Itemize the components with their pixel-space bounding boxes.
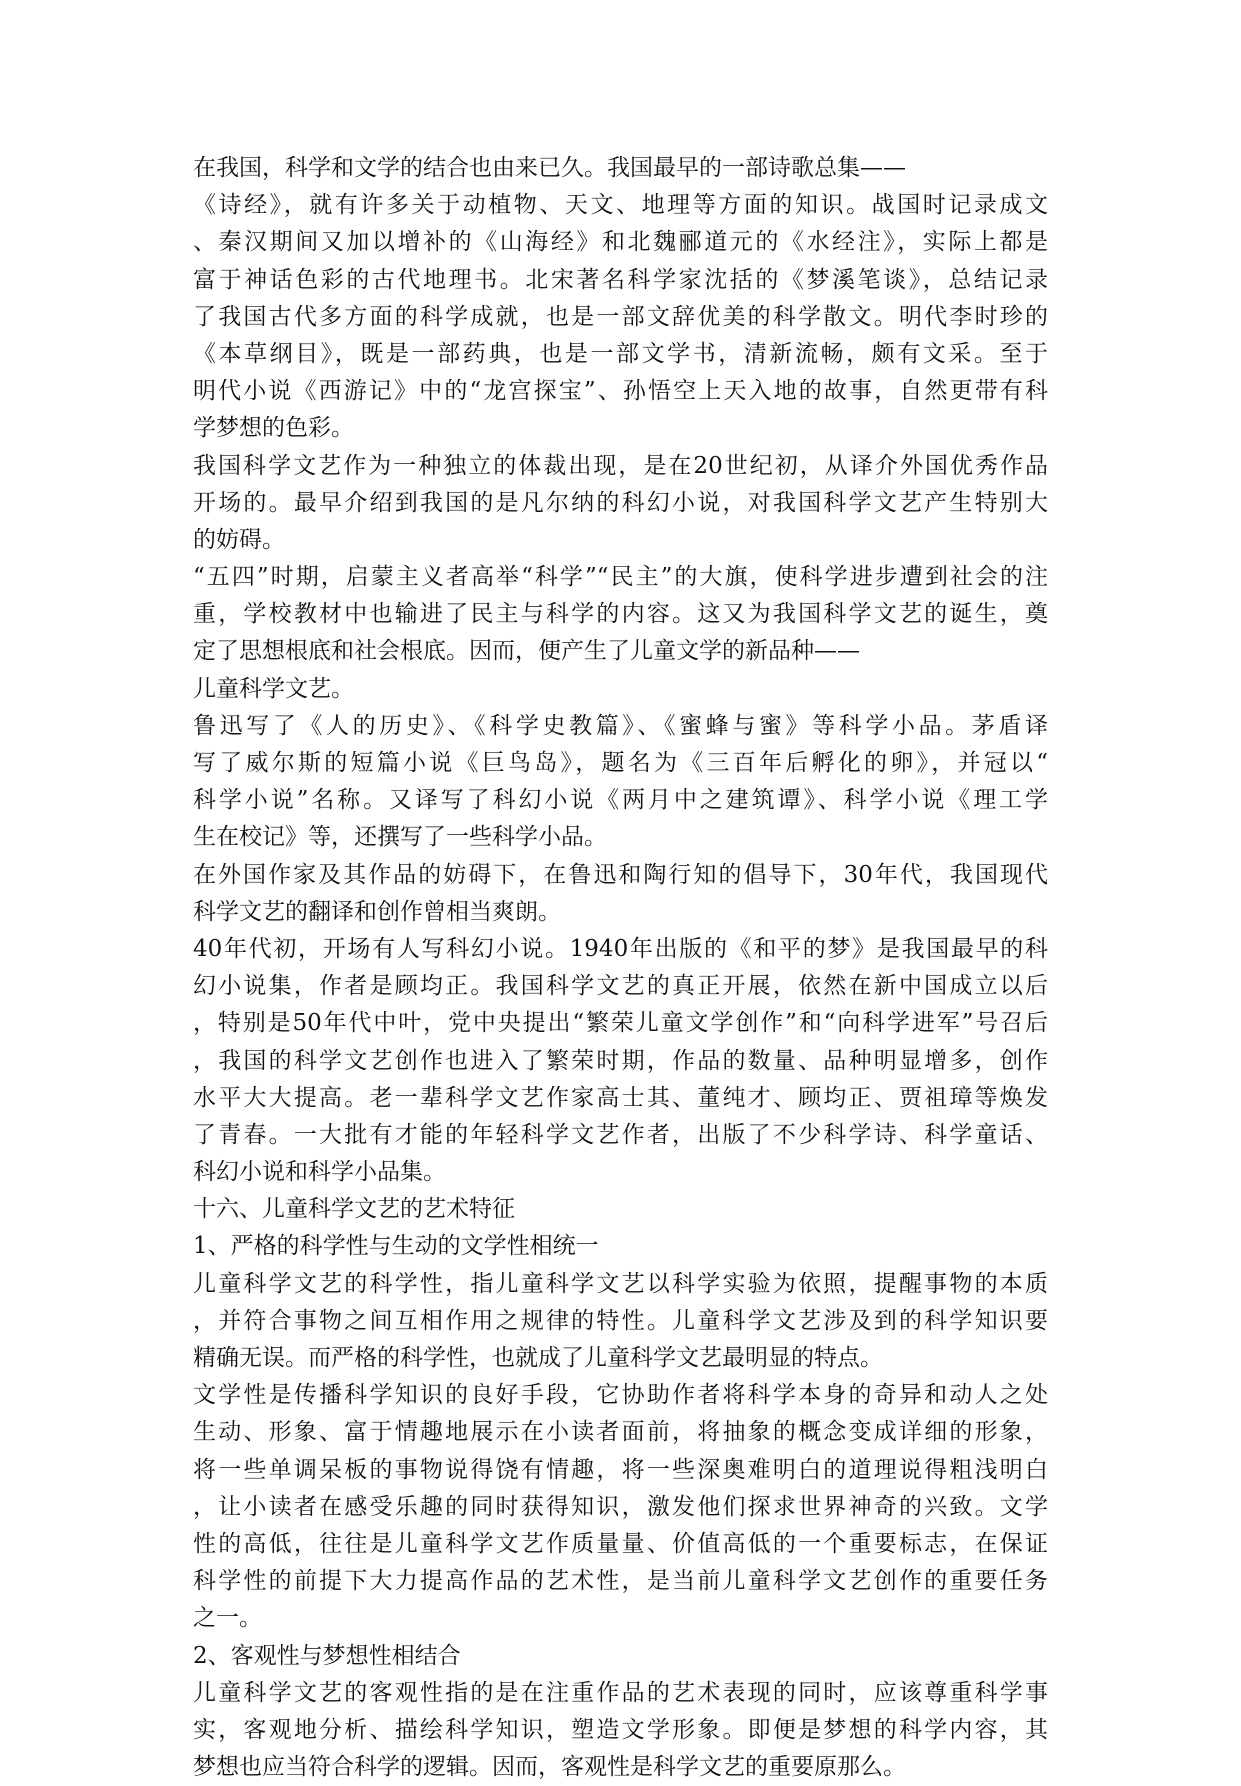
document-body	[193, 150, 1048, 1786]
text-line: 我国科学文艺作为一种独立的体裁出现，是在20世纪初，从译介外国优秀作品	[193, 452, 1048, 479]
text-line: ，我国的科学文艺创作也进入了繁荣时期，作品的数量、品种明显增多，创作	[193, 1047, 1048, 1074]
text-line: 在外国作家及其作品的妨碍下，在鲁迅和陶行知的倡导下，30年代，我国现代	[193, 861, 1048, 888]
text-line: 在我国，科学和文学的结合也由来已久。我国最早的一部诗歌总集——	[193, 155, 906, 181]
text-line: 、秦汉期间又加以增补的《山海经》和北魏郦道元的《水经注》，实际上都是	[193, 229, 1048, 256]
text-line: 1、严格的科学性与生动的文学性相统一	[193, 1233, 599, 1260]
text-line: 幻小说集，作者是顾均正。我国科学文艺的真正开展，依然在新中国成立以后	[193, 973, 1048, 1000]
text-line: 了我国古代多方面的科学成就，也是一部文辞优美的科学散文。明代李时珍的	[193, 303, 1048, 330]
text-line: ，并符合事物之间互相作用之规律的特性。儿童科学文艺涉及到的科学知识要	[193, 1307, 1048, 1334]
text-line: 明代小说《西游记》中的“龙宫探宝”、孙悟空上天入地的故事，自然更带有科	[193, 378, 1048, 405]
text-line: 《诗经》，就有许多关于动植物、天文、地理等方面的知识。战国时记录成文	[193, 192, 1048, 219]
text-line: 40年代初，开场有人写科幻小说。1940年出版的《和平的梦》是我国最早的科	[193, 935, 1048, 962]
text-line: 实，客观地分析、描绘科学知识，塑造文学形象。即便是梦想的科学内容，其	[193, 1716, 1048, 1743]
text-line: 开场的。最早介绍到我国的是凡尔纳的科幻小说，对我国科学文艺产生特别大	[193, 489, 1048, 516]
text-line: 写了威尔斯的短篇小说《巨鸟岛》，题名为《三百年后孵化的卵》，并冠以“	[193, 750, 1048, 776]
text-line: 学梦想的色彩。	[193, 415, 354, 442]
text-line: 定了思想根底和社会根底。因而，便产生了儿童文学的新品种——	[193, 638, 860, 665]
text-line: ，特别是50年代中叶，党中央提出“繁荣儿童文学创作”和“向科学进军”号召后	[193, 1010, 1048, 1037]
text-line: 富于神话色彩的古代地理书。北宋著名科学家沈括的《梦溪笔谈》，总结记录	[193, 266, 1048, 293]
text-line: 的妨碍。	[193, 526, 285, 553]
text-line: 将一些单调呆板的事物说得饶有情趣，将一些深奥难明白的道理说得粗浅明白	[193, 1456, 1048, 1483]
text-line: 儿童科学文艺。	[193, 675, 354, 702]
text-line: 科学小说”名称。又译写了科幻小说《两月中之建筑谭》、科学小说《理工学	[193, 787, 1048, 814]
text-line: 性的高低，往往是儿童科学文艺作质量量、价值高低的一个重要标志，在保证	[193, 1530, 1048, 1557]
text-line: 儿童科学文艺的科学性，指儿童科学文艺以科学实验为依照，提醒事物的本质	[193, 1270, 1048, 1297]
text-line: 鲁迅写了《人的历史》、《科学史教篇》、《蜜蜂与蜜》等科学小品。茅盾译	[193, 712, 1048, 739]
text-line: 文学性是传播科学知识的良好手段，它协助作者将科学本身的奇异和动人之处	[193, 1382, 1048, 1409]
text-line: 儿童科学文艺的客观性指的是在注重作品的艺术表现的同时，应该尊重科学事	[193, 1679, 1048, 1706]
text-line: 精确无误。而严格的科学性，也就成了儿童科学文艺最明显的特点。	[193, 1345, 883, 1371]
text-line: 科学文艺的翻译和创作曾相当爽朗。	[193, 898, 561, 925]
text-line: 梦想也应当符合科学的逻辑。因而，客观性是科学文艺的重要原那么。	[193, 1754, 906, 1781]
text-line: 生在校记》等，还撰写了一些科学小品。	[193, 824, 607, 851]
text-line: 十六、儿童科学文艺的艺术特征	[193, 1196, 515, 1223]
text-line: 重，学校教材中也输进了民主与科学的内容。这又为我国科学文艺的诞生，奠	[193, 601, 1048, 628]
text-line: ，让小读者在感受乐趣的同时获得知识，激发他们探求世界神奇的兴致。文学	[193, 1493, 1048, 1520]
text-line: 生动、形象、富于情趣地展示在小读者面前，将抽象的概念变成详细的形象，	[193, 1419, 1048, 1446]
text-line: 科学性的前提下大力提高作品的艺术性，是当前儿童科学文艺创作的重要任务	[193, 1568, 1048, 1595]
text-line: 《本草纲目》，既是一部药典，也是一部文学书，清新流畅，颇有文采。至于	[193, 340, 1048, 367]
text-line: 了青春。一大批有才能的年轻科学文艺作者，出版了不少科学诗、科学童话、	[193, 1121, 1048, 1148]
text-line: 水平大大提高。老一辈科学文艺作家高士其、董纯才、顾均正、贾祖璋等焕发	[193, 1084, 1048, 1111]
text-line: 之一。	[193, 1605, 262, 1632]
text-line: 科幻小说和科学小品集。	[193, 1159, 446, 1186]
text-line: “五四”时期，启蒙主义者高举“科学”“民主”的大旗，使科学进步遭到社会的注	[193, 564, 1048, 591]
text-line: 2、客观性与梦想性相结合	[193, 1642, 461, 1669]
